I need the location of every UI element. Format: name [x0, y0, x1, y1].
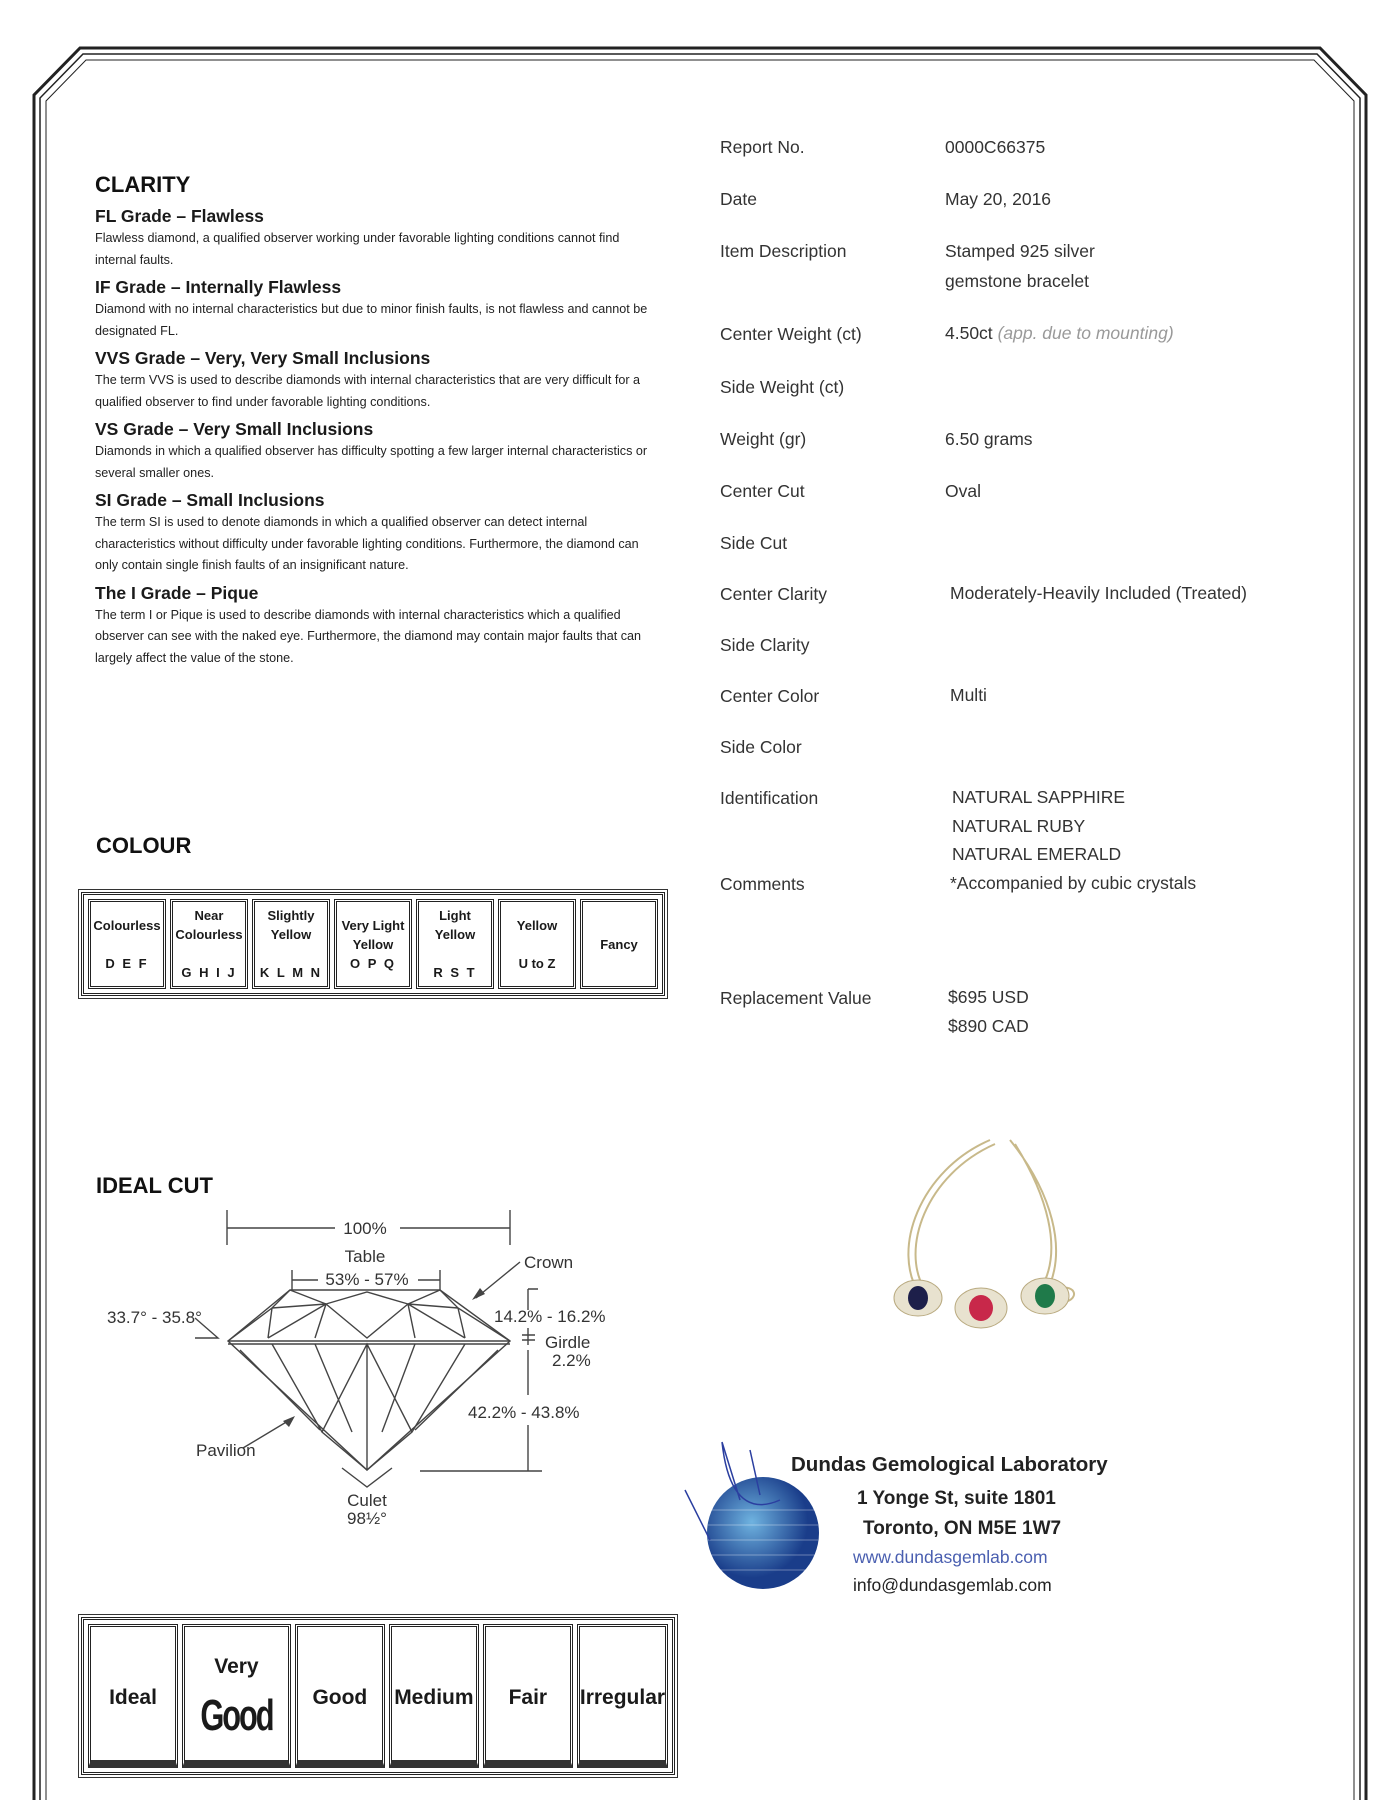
colour-name: Light Yellow [434, 908, 476, 942]
center-color-label: Center Color [720, 686, 820, 706]
lab-website-link[interactable]: www.dundasgemlab.com [853, 1547, 1048, 1567]
colour-grades: O P Q [350, 955, 396, 971]
weight-label: Weight (gr) [720, 429, 807, 449]
colour-cell [580, 899, 658, 989]
identification-label: Identification [720, 788, 819, 808]
grade-description: Diamonds in which a qualified observer has difficulty spotting a few larger internal characteristics or several smaller ones. [95, 444, 648, 480]
grade-description: The term SI is used to denote diamonds in which a qualified observer can detect internal characteristics without difficulty under favorable lighting conditions. Furthermore, the diamond can only contain single finish faults of an insignificant nature. [95, 515, 639, 572]
grade-heading: VS Grade – Very Small Inclusions [95, 419, 374, 439]
replacement-usd: $695 USD [948, 987, 1029, 1007]
table-range: 53% - 57% [325, 1270, 409, 1289]
colour-cell [334, 899, 412, 989]
grade-description: The term VVS is used to describe diamonds with internal characteristics that are very difficult for a qualified observer to find under favorable lighting conditions. [95, 373, 641, 409]
clarity-title: CLARITY [95, 172, 191, 197]
grade-heading: FL Grade – Flawless [95, 206, 264, 226]
date-value: May 20, 2016 [945, 189, 1052, 209]
grade-heading: SI Grade – Small Inclusions [95, 490, 325, 510]
replacement-value-label: Replacement Value [720, 988, 872, 1008]
grade-heading: The I Grade – Pique [95, 582, 259, 603]
girdle-value: 2.2% [552, 1351, 591, 1370]
cut-grade-label: Very [214, 1654, 259, 1678]
colour-grades: R S T [433, 965, 477, 980]
colour-cell [170, 899, 248, 989]
side-cut-label: Side Cut [720, 533, 788, 553]
grade-heading: VVS Grade – Very, Very Small Inclusions [95, 348, 431, 368]
item-description-line2: gemstone bracelet [945, 271, 1089, 291]
identification-1: NATURAL SAPPHIRE [952, 787, 1126, 807]
identification-3: NATURAL EMERALD [952, 844, 1122, 864]
colour-cell [416, 899, 494, 989]
crown-angle: 33.7° - 35.8° [107, 1308, 202, 1327]
comments-value: *Accompanied by cubic crystals [950, 873, 1197, 893]
colour-cell [252, 899, 330, 989]
crown-height: 14.2% - 16.2% [494, 1307, 606, 1326]
report-no-value: 0000C66375 [945, 137, 1046, 157]
colour-name: Fancy [600, 936, 638, 952]
crown-label: Crown [524, 1253, 574, 1272]
diamond-proportions-diagram [90, 1200, 650, 1540]
pavilion-depth: 42.2% - 43.8% [468, 1403, 580, 1422]
colour-name: Slightly Yellow [267, 908, 315, 942]
colour-grades: G H I J [181, 965, 237, 980]
table-label: Table [344, 1247, 386, 1266]
center-cut-value: Oval [945, 481, 981, 501]
colour-scale-table [81, 892, 665, 996]
replacement-cad: $890 CAD [948, 1016, 1029, 1036]
colour-cell [498, 899, 576, 989]
selected-grade-mark: Good [200, 1690, 273, 1740]
pavilion-label: Pavilion [196, 1441, 256, 1460]
center-clarity-label: Center Clarity [720, 584, 827, 604]
colour-name: Yellow [516, 917, 558, 933]
item-description-label: Item Description [720, 241, 847, 261]
cut-grade-irregular: Irregular [577, 1624, 668, 1768]
report-no-label: Report No. [720, 137, 805, 157]
cut-grade-very-good [182, 1624, 291, 1768]
bracelet-photo [870, 1130, 1100, 1380]
side-weight-label: Side Weight (ct) [720, 377, 845, 397]
ideal-cut-title: IDEAL CUT [96, 1173, 213, 1198]
grade-heading: IF Grade – Internally Flawless [95, 277, 342, 297]
grade-description: Flawless diamond, a qualified observer working under favorable lighting conditions cannot find internal faults. [95, 231, 620, 267]
colour-title: COLOUR [96, 833, 192, 858]
colour-grades: U to Z [518, 955, 556, 971]
identification-2: NATURAL RUBY [952, 816, 1086, 836]
center-weight-number: 4.50ct [945, 323, 993, 343]
cut-grade-fair: Fair [483, 1624, 573, 1768]
side-color-label: Side Color [720, 737, 802, 757]
center-weight-label: Center Weight (ct) [720, 324, 862, 344]
colour-name: Colourless [93, 917, 161, 933]
cut-grade-good: Good [295, 1624, 385, 1768]
culet-angle: 98½° [347, 1509, 387, 1528]
cut-grade-table [81, 1617, 675, 1775]
colour-name: Near Colourless [175, 908, 243, 942]
center-clarity-value: Moderately-Heavily Included (Treated) [950, 583, 1247, 603]
center-color-value: Multi [950, 685, 987, 705]
item-description-line1: Stamped 925 silver [945, 241, 1095, 261]
colour-name: Very Light Yellow [341, 917, 405, 952]
lab-address-line1: 1 Yonge St, suite 1801 [857, 1488, 1056, 1509]
grade-description: Diamond with no internal characteristics but due to minor finish faults, is not flawless and cannot be designated FL. [95, 302, 648, 338]
colour-grades: D E F [105, 955, 149, 971]
weight-value: 6.50 grams [945, 429, 1033, 449]
center-cut-label: Center Cut [720, 481, 805, 501]
colour-cell [88, 899, 166, 989]
lab-email: info@dundasgemlab.com [853, 1575, 1052, 1595]
lab-name: Dundas Gemological Laboratory [791, 1453, 1108, 1476]
lab-address-line2: Toronto, ON M5E 1W7 [863, 1518, 1062, 1539]
colour-grades: K L M N [259, 965, 323, 980]
culet-label: Culet [347, 1491, 387, 1510]
girdle-label: Girdle [545, 1333, 591, 1352]
center-weight-value [945, 319, 1174, 348]
center-weight-note: (app. due to mounting) [997, 323, 1174, 343]
side-clarity-label: Side Clarity [720, 635, 810, 655]
cut-grade-ideal: Ideal [88, 1624, 178, 1768]
comments-label: Comments [720, 874, 805, 894]
clarity-grades [95, 200, 655, 669]
grade-description: The term I or Pique is used to describe diamonds with internal characteristics which a qualified observer can see with the naked eye. Furthermore, the diamond may contain major faults that can largely affect the value of the stone. [95, 607, 642, 665]
total-width-label: 100% [343, 1219, 387, 1238]
cut-grade-medium: Medium [389, 1624, 479, 1768]
date-label: Date [720, 189, 757, 209]
